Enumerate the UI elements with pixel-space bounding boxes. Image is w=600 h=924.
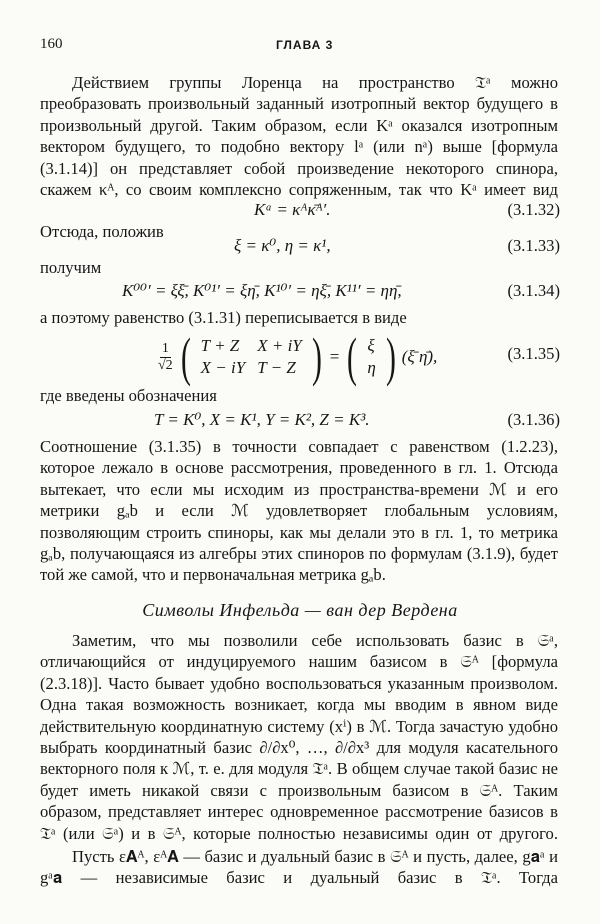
equation-number: (3.1.33)	[507, 236, 560, 255]
equals-sign: =	[329, 347, 340, 366]
left-paren: (	[180, 327, 191, 387]
paragraph-2: Соотношение (3.1.35) в точности совпадает с равенством (1.2.23), которое лежало в основе рассмотрения, проведенного в гл. 1. Отсюда вытекает, что если мы исходим из пространства-времени ℳ и его метрики gₐb и если ℳ удовлетворяет глобальным условиям, позволяющим строить спиноры, как мы делали это в гл. 1, то метрика gₐb, получающаяся из алгебры этих спиноров по формулам (3.1.9), будет той же самой, что и первоначальная метрика gₐb.	[40, 437, 558, 585]
row-vector: (ξ̄ η̄),	[401, 347, 438, 366]
paragraph-3: Заметим, что мы позволили себе использовать базис в 𝔖ᵃ, отличающийся от индуцируемого нашим базисом в 𝔖ᴬ [формула (2.3.18)]. Часто бывает удобно воспользоваться указанным произволом. Одна такая возможность возникает, когда мы вводим в явном виде действительную координатную систему (xⁱ) в ℳ. Тогда зачастую удобно выбрать координатный базис ∂/∂x⁰, …, ∂/∂x³ для модуля касательного векторного поля к ℳ, т. е. для модуля 𝔗ᵃ. В общем случае такой базис не будет иметь никакой связи с произвольным базисом в 𝔖ᴬ. Таким образом, представляет интерес одновременное рассмотрение базисов в 𝔗ᵃ (или 𝔖ᵃ) и в 𝔖ᴬ, которые полностью независимы один от другого.	[40, 631, 558, 843]
paragraph-1: Действием группы Лоренца на пространство 𝔗ᵃ можно преобразовать произвольный заданный изотропный вектор будущего в произвольный другой. Таким образом, если Kᵃ оказался изотропным вектором будущего, то подобно вектору lᵃ (или nᵃ) выше [формула (3.1.14)] он представляет собой произведение некоторого спинора, скажем κᴬ, со своим комплексно сопряженным, так что Kᵃ имеет вид	[40, 73, 558, 200]
matrix: T + Z X + iY X − iY T − Z	[200, 336, 302, 377]
left-paren: (	[347, 327, 358, 387]
column-vector: ξ η	[367, 336, 376, 377]
equation-number: (3.1.35)	[507, 344, 560, 363]
equation-number: (3.1.34)	[507, 281, 560, 300]
equation-3-1-34: K⁰⁰′ = ξξ̄, K⁰¹′ = ξη̄, K¹⁰′ = ηξ̄, K¹¹′ = ηη̄,	[122, 281, 402, 300]
equation-3-1-33: ξ = κ⁰, η = κ¹,	[234, 236, 331, 255]
equation-3-1-32: Kᵃ = κᴬκ̄ᴬ′.	[254, 200, 331, 219]
section-title: Символы Инфельда — ван дер Вердена	[142, 600, 458, 620]
label-notation: где введены обозначения	[40, 386, 217, 405]
right-paren: )	[311, 327, 322, 387]
label-otsyuda: Отсюда, положив	[40, 222, 164, 241]
label-equation-rewritten: а поэтому равенство (3.1.31) переписывается в виде	[40, 308, 407, 327]
label-poluchim: получим	[40, 258, 102, 277]
right-paren: )	[385, 327, 396, 387]
paragraph-4: Пусть ε𝐀ᴬ, εᴬ𝐀 — базис и дуальный базис в 𝔖ᴬ и пусть, далее, g𝐚ᵃ и gᵃ𝐚 — независимые базис и дуальный базис в 𝔗ᵃ. Тогда	[40, 847, 558, 888]
equation-number: (3.1.32)	[507, 200, 560, 219]
equation-3-1-35	[158, 327, 438, 387]
equation-3-1-36: T = K⁰, X = K¹, Y = K², Z = K³.	[154, 410, 370, 429]
equation-number: (3.1.36)	[507, 410, 560, 429]
chapter-header: ГЛАВА 3	[276, 38, 334, 52]
page-number: 160	[40, 36, 63, 52]
fraction: $\frac{1}{√2}$	[158, 340, 173, 373]
